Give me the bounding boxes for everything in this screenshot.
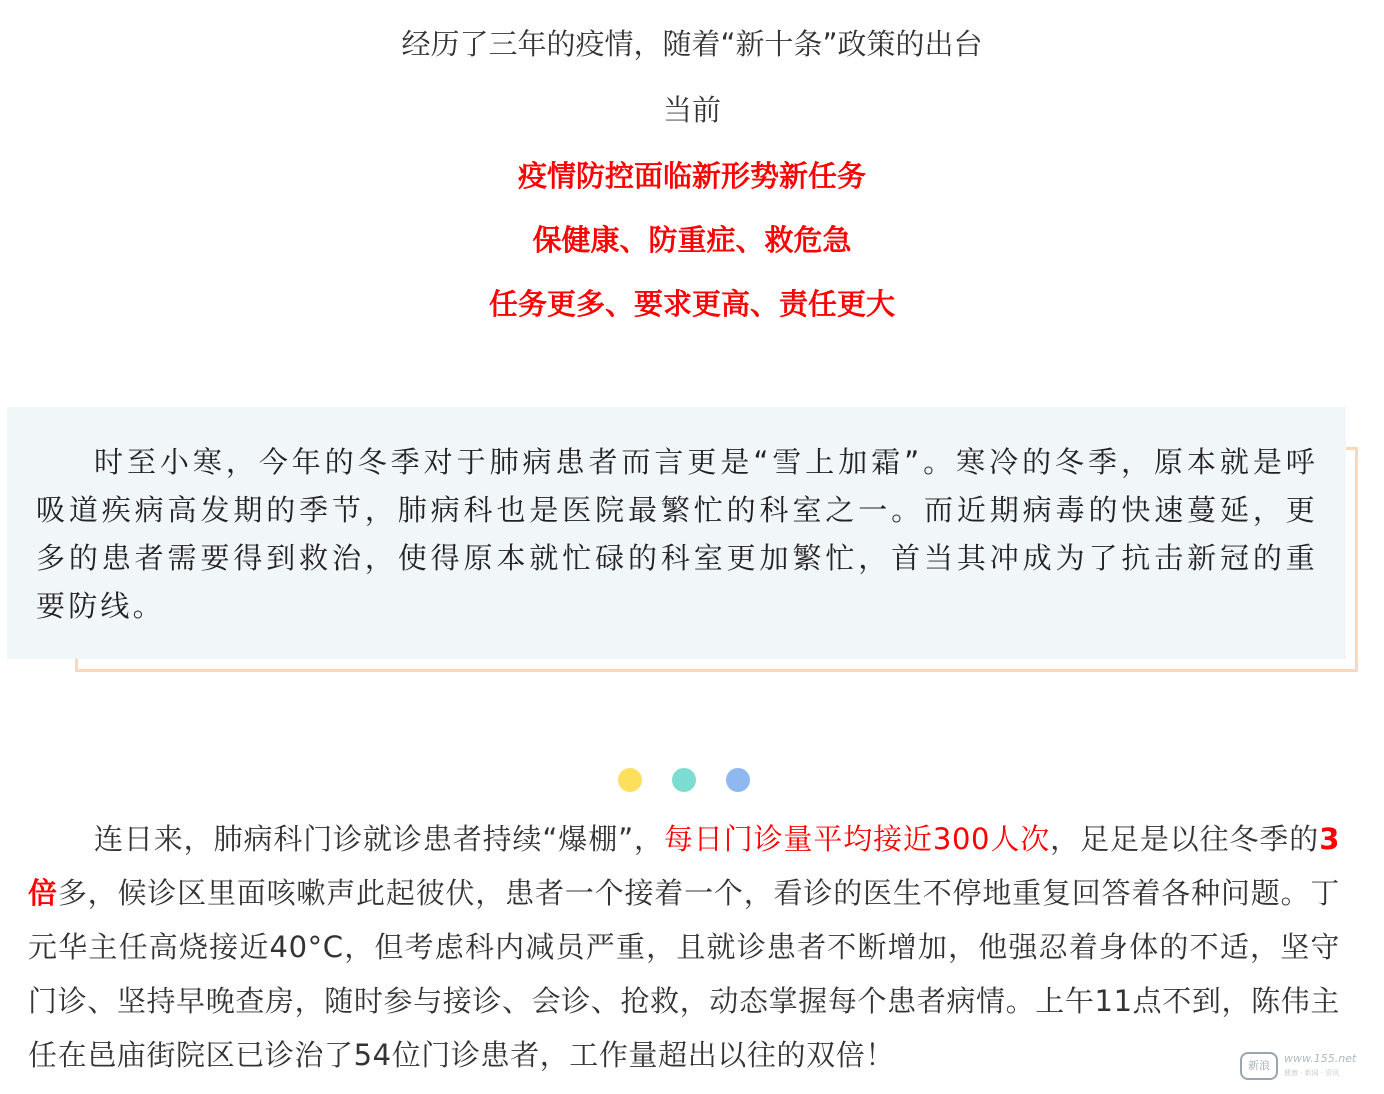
watermark-url: www.155.net	[1284, 1052, 1357, 1065]
intro-headline-3: 任务更多、要求更高、责任更大	[488, 287, 895, 321]
article-paragraph	[28, 812, 1340, 1082]
article-text-part-2: ，足足是以往冬季的	[1050, 822, 1320, 856]
section-divider-dots	[0, 768, 1384, 792]
yellow-dot-icon	[618, 768, 642, 792]
daily-visits-highlight: 每日门诊量平均接近300人次	[663, 822, 1051, 856]
callout-text: 时至小寒，今年的冬季对于肺病患者而言更是“雪上加霜”。寒冷的冬季，原本就是呼吸道疾病高发期的季节，肺病科也是医院最繁忙的科室之一。而近期病毒的快速蔓延，更多的患者需要得到救治，使得原本就忙碌的科室更加繁忙，首当其冲成为了抗击新冠的重要防线。	[36, 445, 1318, 623]
three-times-highlight: 3倍	[28, 822, 1340, 910]
watermark-tagline: 健康 · 新闻 · 资讯	[1284, 1069, 1340, 1077]
watermark-logo-icon: 新浪	[1240, 1052, 1278, 1080]
intro-headline-1: 疫情防控面临新形势新任务	[517, 159, 866, 193]
intro-line-1: 经历了三年的疫情，随着“新十条”政策的出台	[401, 27, 983, 61]
article-text-part-1: 连日来，肺病科门诊就诊患者持续“爆棚”，	[94, 822, 664, 856]
intro-line-2: 当前	[662, 93, 721, 127]
blue-dot-icon	[726, 768, 750, 792]
article-text-part-3: 多，候诊区里面咳嗽声此起彼伏，患者一个接着一个，看诊的医生不停地重复回答着各种问题。丁元华主任高烧接近40°C，但考虑科内减员严重，且就诊患者不断增加，他强忍着身体的不适，坚守门诊、坚持早晚查房，随时参与接诊、会诊、抢救，动态掌握每个患者病情。上午11点不到，陈伟主任在邑庙街院区已诊治了54位门诊患者，工作量超出以往的双倍！	[28, 876, 1340, 1072]
site-watermark	[1240, 1050, 1380, 1084]
intro-headline-2: 保健康、防重症、救危急	[532, 223, 852, 257]
teal-dot-icon	[672, 768, 696, 792]
